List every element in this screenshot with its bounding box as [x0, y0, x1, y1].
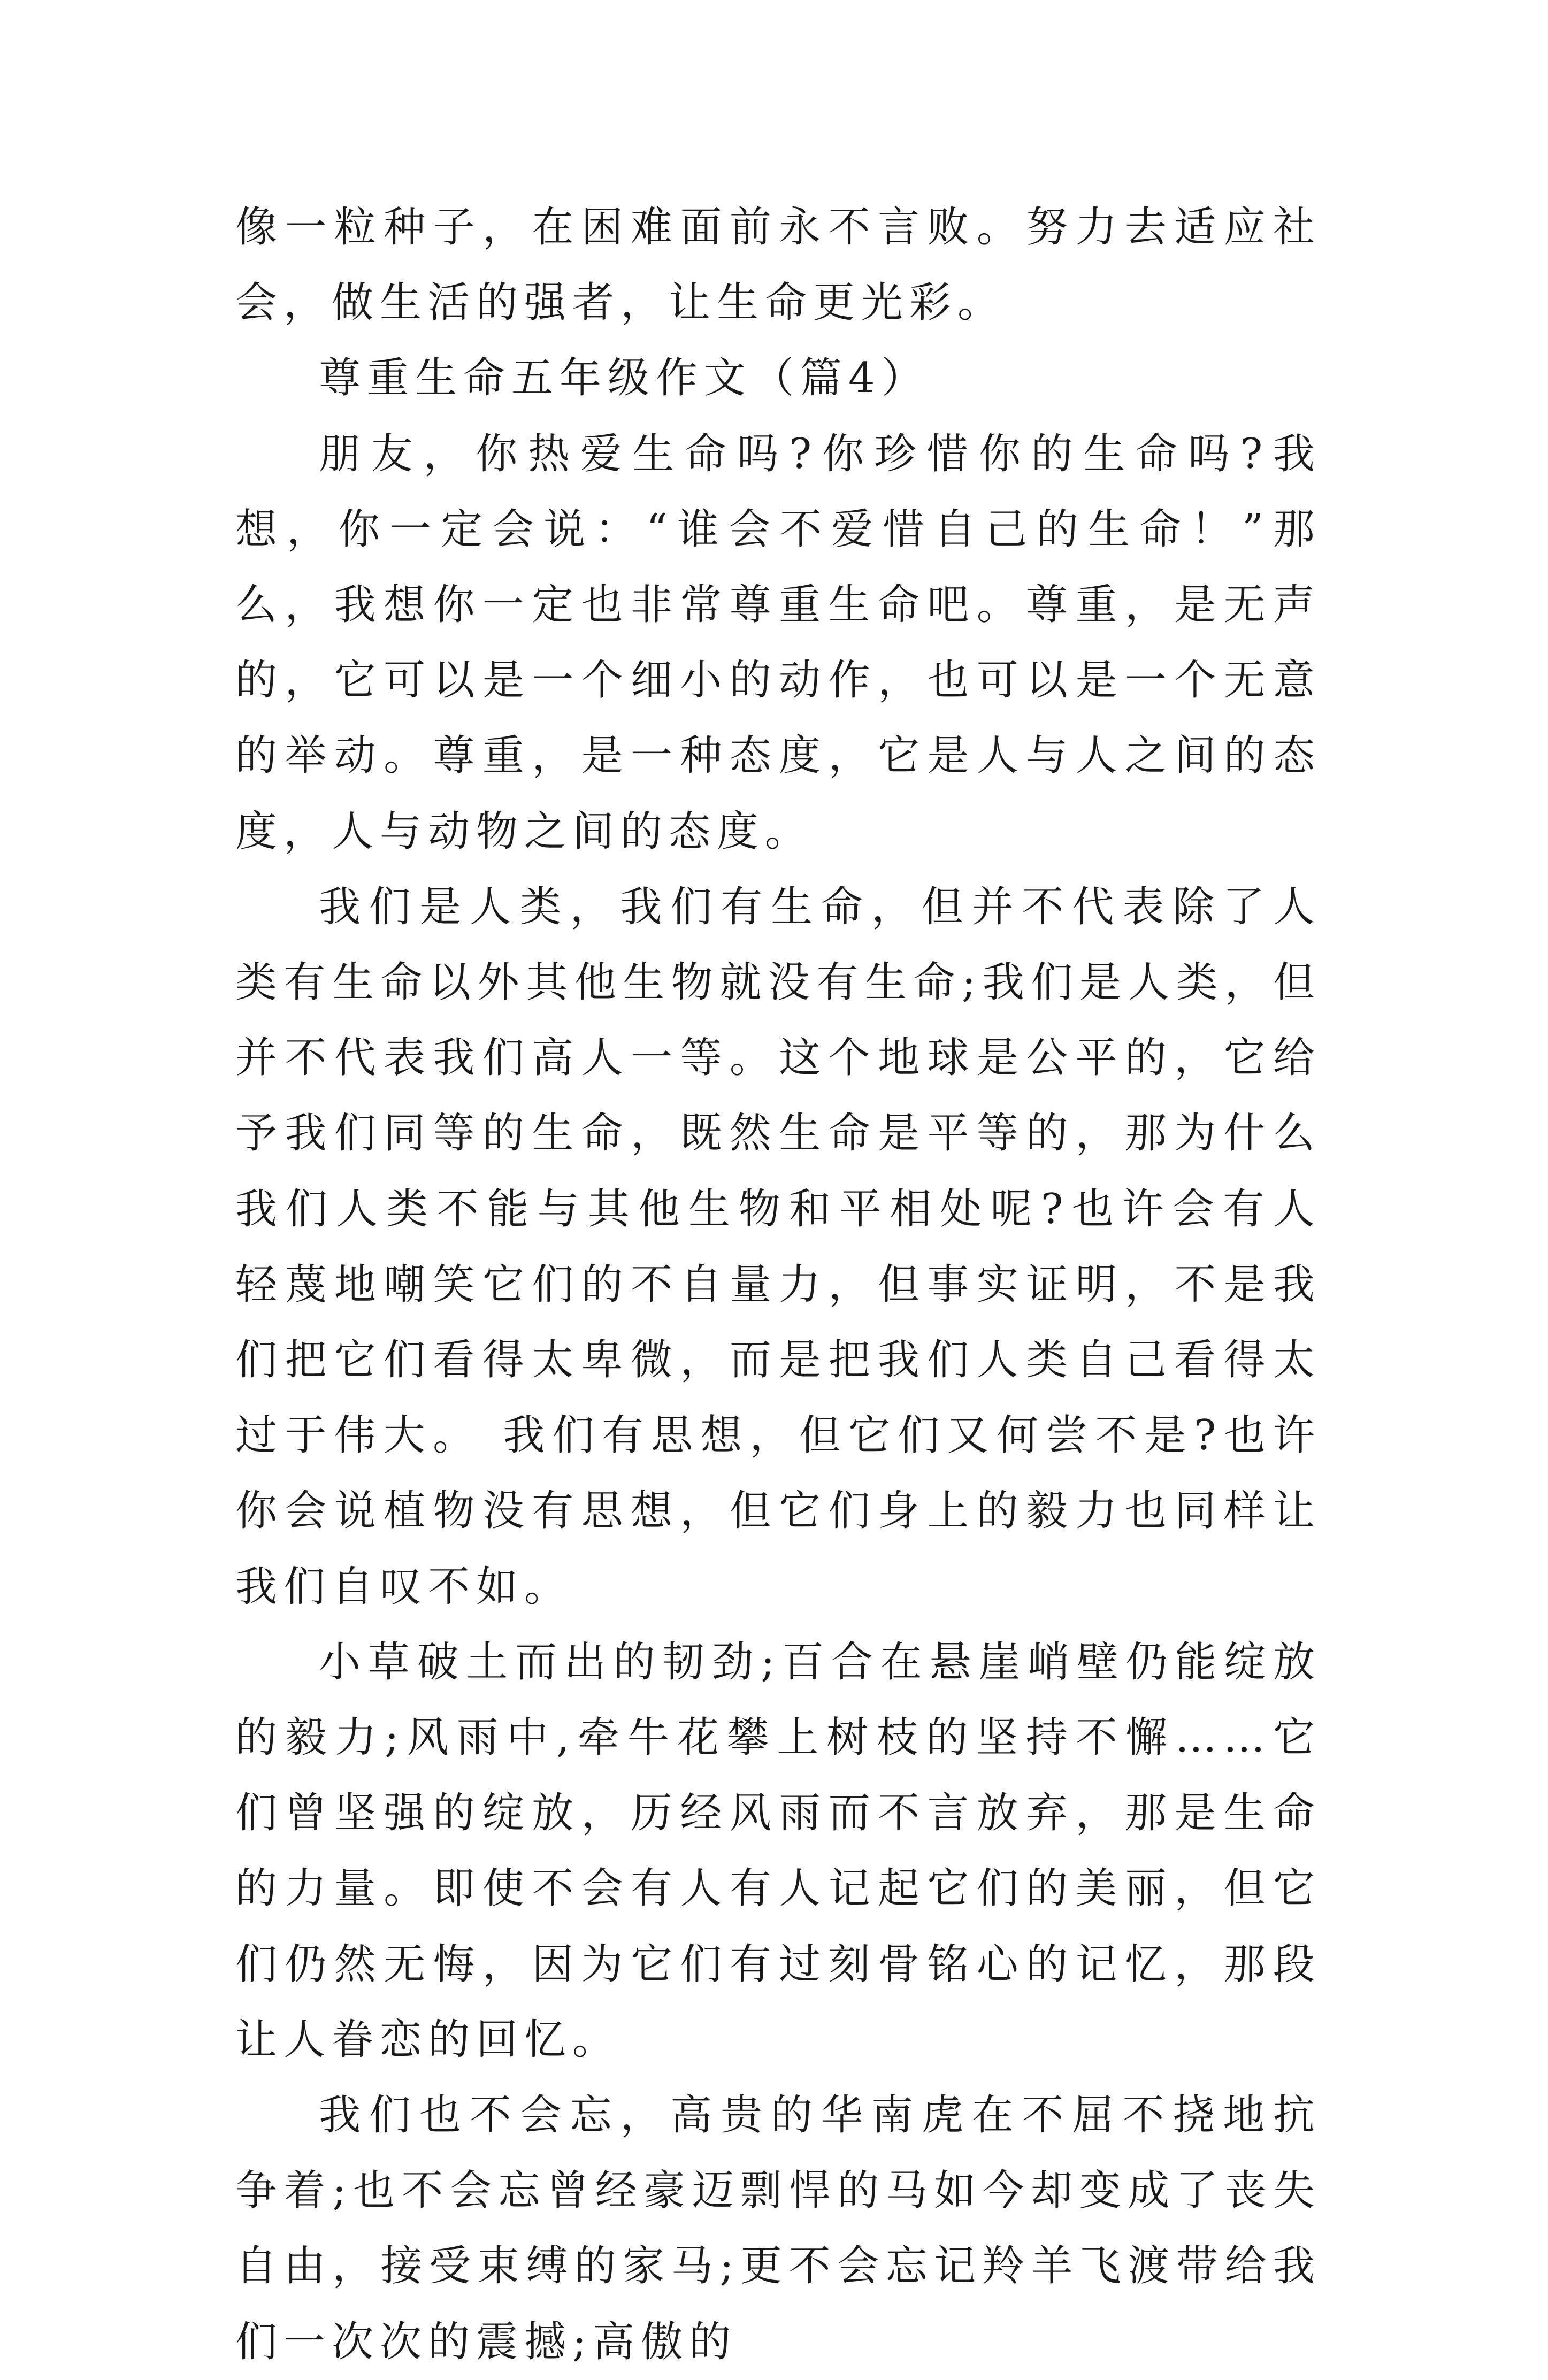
essay-body	[235, 190, 1321, 2380]
paragraph-4: 小草破土而出的韧劲;百合在悬崖峭壁仍能绽放的毅力;风雨中,牵牛花攀上树枝的坚持不懈……它们曾坚强的绽放，历经风雨而不言放弃，那是生命的力量。即使不会有人有人记起它们的美丽，但它们仍然无悔，因为它们有过刻骨铭心的记忆，那段让人眷恋的回忆。	[235, 1638, 1321, 2064]
section-heading: 尊重生命五年级作文（篇4）	[319, 354, 930, 403]
paragraph-3: 我们是人类，我们有生命，但并不代表除了人类有生命以外其他生物就没有生命;我们是人类，但并不代表我们高人一等。这个地球是公平的，它给予我们同等的生命，既然生命是平等的，那为什么我们人类不能与其他生物和平相处呢?也许会有人轻蔑地嘲笑它们的不自量力，但事实证明，不是我们把它们看得太卑微，而是把我们人类自己看得太过于伟大。 我们有思想，但它们又何尝不是?也许你会说植物没有思想，但它们身上的毅力也同样让我们自叹不如。	[235, 882, 1321, 1611]
paragraph-1: 像一粒种子，在困难面前永不言败。努力去适应社会，做生活的强者，让生命更光彩。	[235, 203, 1321, 327]
paragraph-5: 我们也不会忘，高贵的华南虎在不屈不挠地抗争着;也不会忘曾经豪迈剽悍的马如今却变成了丧失自由，接受束缚的家马;更不会忘记羚羊飞渡带给我们一次次的震撼;高傲的	[235, 2091, 1321, 2366]
paragraph-2: 朋友，你热爱生命吗?你珍惜你的生命吗?我想，你一定会说：“谁会不爱惜自己的生命！”那么，我想你一定也非常尊重生命吧。尊重，是无声的，它可以是一个细小的动作，也可以是一个无意的举动。尊重，是一种态度，它是人与人之间的态度，人与动物之间的态度。	[235, 429, 1321, 856]
